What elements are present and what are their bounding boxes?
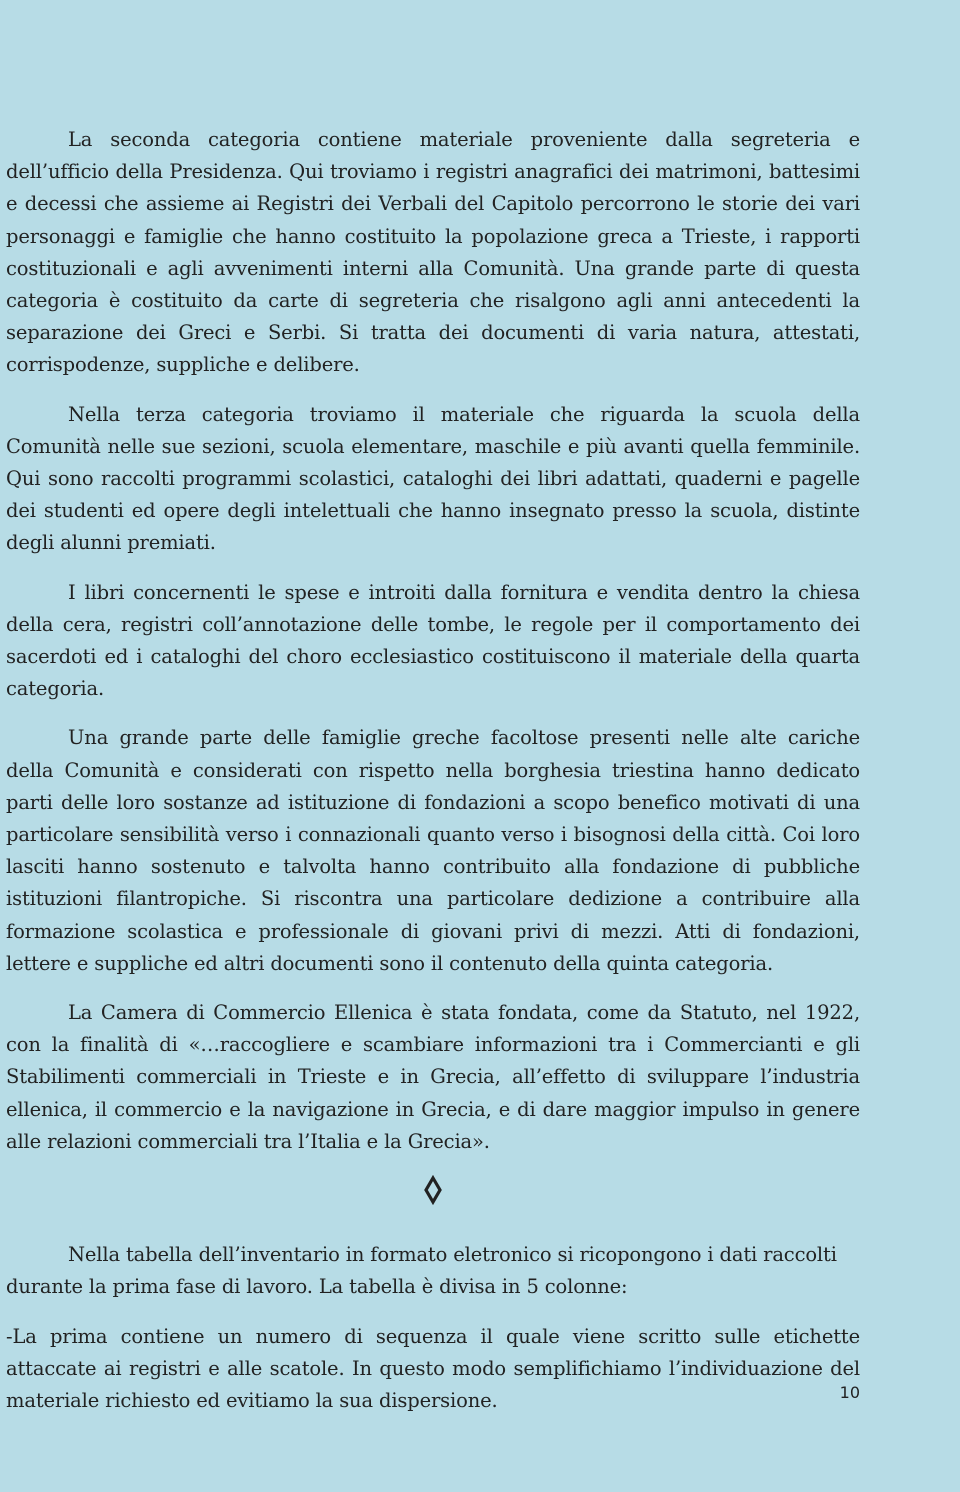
- page-number: 10: [839, 1383, 860, 1402]
- paragraph-second-category: La seconda categoria contiene materiale proveniente dalla segreteria e dell’ufficio della Presidenza. Qui troviamo i registri anagrafici dei matrimoni, battesimi e decessi che assieme ai Registri dei Verbali del Capitolo percorrono le storie dei vari personaggi e famiglie che hanno costituito la popolazione greca a Trieste, i rapporti costituzionali e agli avvenimenti interni alla Comunità. Una grande parte di questa categoria è costituito da carte di segreteria che risalgono agli anni antecedenti la separazione dei Greci e Serbi. Si tratta dei documenti di varia natura, attestati, corrispodenze, suppliche e delibere.: [6, 128, 860, 377]
- document-body: [6, 124, 860, 1434]
- paragraph-fifth-category: Una grande parte delle famiglie greche facoltose presenti nelle alte cariche della Comunità e considerati con rispetto nella borghesia triestina hanno dedicato parti delle loro sostanze ad istituzione di fondazioni a scopo benefico motivati di una particolare sensibilità verso i connazionali quanto verso i bisognosi della città. Coi loro lasciti hanno sostenuto e talvolta hanno contribuito alla fondazione di pubbliche istituzioni filantropiche. Si riscontra una particolare dedizione a contribuire alla formazione scolastica e professionale di giovani privi di mezzi. Atti di fondazioni, lettere e suppliche ed altri documenti sono il contenuto della quinta categoria.: [6, 726, 860, 975]
- paragraph-chamber-of-commerce: La Camera di Commercio Ellenica è stata fondata, come da Statuto, nel 1922, con la finalità di «…raccogliere e scambiare informazioni tra i Commercianti e gli Stabilimenti commerciali in Trieste e in Grecia, all’effetto di sviluppare l’industria ellenica, il commercio e la navigazione in Grecia, e di dare maggior impulso in genere alle relazioni commerciali tra l’Italia e la Grecia».: [6, 1001, 860, 1153]
- paragraph-fourth-category: I libri concernenti le spese e introiti dalla fornitura e vendita dentro la chiesa della cera, registri coll’annotazione delle tombe, le regole per il comportamento dei sacerdoti ed i cataloghi del choro ecclesiastico costituiscono il materiale della quarta categoria.: [6, 580, 860, 701]
- paragraph-first-column: -La prima contiene un numero di sequenza il quale viene scritto sulle etichette attaccate ai registri e alle scatole. In questo modo semplifichiamo l’individuazione del materiale richiesto ed evitiamo la sua dispersione.: [6, 1324, 860, 1412]
- paragraph-inventory-table: Nella tabella dell’inventario in formato eletronico si ricopongono i dati raccolti durante la prima fase di lavoro. La tabella è divisa in 5 colonne:: [6, 1243, 837, 1299]
- section-separator: [6, 1175, 860, 1219]
- paragraph-third-category: Nella terza categoria troviamo il materiale che riguarda la scuola della Comunità nelle sue sezioni, scuola elementare, maschile e più avanti quella femminile. Qui sono raccolti programmi scolastici, cataloghi dei libri adattati, quaderni e pagelle dei studenti ed opere degli intelettuali che hanno insegnato presso la scuola, distinte degli alunni premiati.: [6, 402, 860, 555]
- diamond-ornament-icon: [423, 1175, 443, 1205]
